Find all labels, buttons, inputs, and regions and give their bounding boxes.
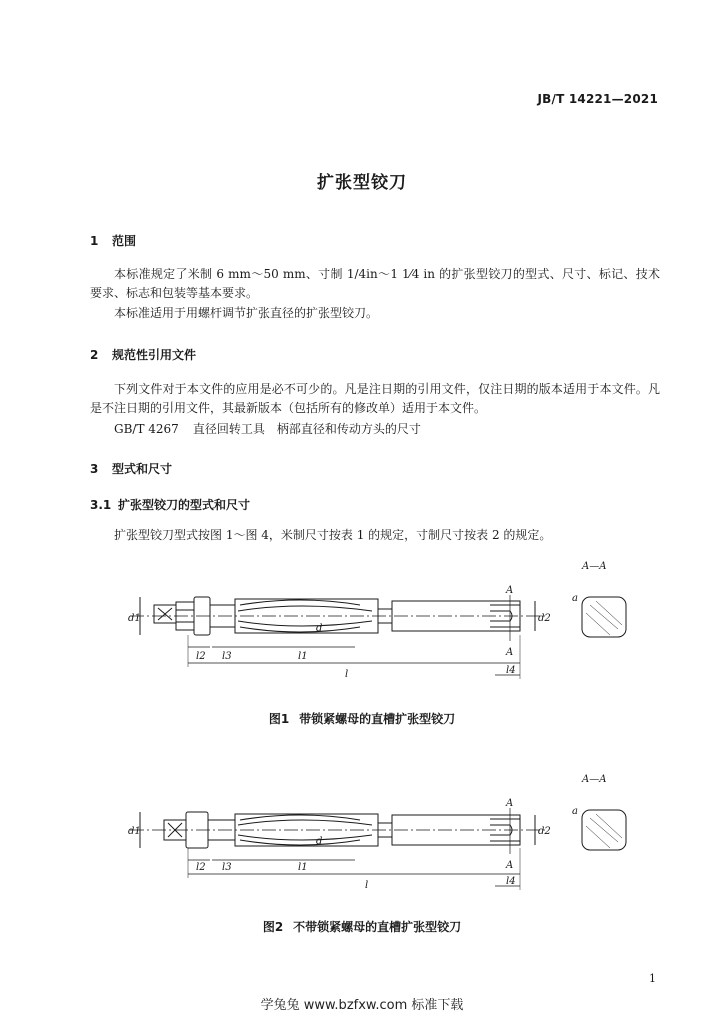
section-title: 型式和尺寸 [112, 462, 173, 476]
normative-reference [114, 420, 435, 437]
watermark-text: 学兔兔 www.bzfxw.com 标准下载 [260, 998, 464, 1013]
label-l4: l4 [506, 876, 516, 887]
label-l: l [365, 880, 369, 891]
reference-code: GB/T 4267 [114, 422, 179, 436]
standard-code: JB/T 14221—2021 [537, 92, 658, 106]
section-number: 1 [90, 234, 99, 248]
label-l2: l2 [196, 862, 206, 873]
section-3-1-heading [90, 496, 250, 513]
section-1-paragraph-1: 本标准规定了米制 6 mm～50 mm、寸制 1/4in～1 1⁄4 in 的扩张型铰刀的型式、尺寸、标记、技术要求、标志和包装等基本要求。 [90, 267, 660, 300]
figure-1-drawing [0, 555, 724, 705]
section-label: A—A [582, 561, 607, 572]
label-A-top: A [506, 798, 514, 809]
label-d2: d2 [538, 826, 551, 837]
label-d: d [316, 836, 323, 847]
section-1-heading [90, 232, 136, 249]
section-title: 范围 [112, 234, 137, 248]
figure-number: 图1 [268, 712, 290, 726]
section-1-paragraph-2: 本标准适用于用螺杆调节扩张直径的扩张型铰刀。 [114, 306, 379, 320]
page-number: 1 [649, 972, 656, 985]
figure-title: 带锁紧螺母的直槽扩张型铰刀 [299, 712, 456, 726]
label-l: l [345, 669, 349, 680]
label-d: d [316, 623, 323, 634]
label-l1: l1 [298, 862, 308, 873]
figure-number: 图2 [262, 920, 284, 934]
label-l1: l1 [298, 651, 308, 662]
figure-2-drawing [0, 770, 724, 910]
section-number: 2 [90, 348, 99, 362]
reference-title: 直径回转工具 柄部直径和传动方头的尺寸 [192, 422, 421, 436]
document-title: 扩张型铰刀 [317, 173, 407, 193]
label-A-bottom: A [506, 860, 514, 871]
label-d2: d2 [538, 613, 551, 624]
label-A-top: A [506, 585, 514, 596]
label-A-bottom: A [506, 647, 514, 658]
section-2-paragraph-1: 下列文件对于本文件的应用是必不可少的。凡是注日期的引用文件，仅注日期的版本适用于本文件。凡是不注日期的引用文件，其最新版本（包括所有的修改单）适用于本文件。 [90, 382, 660, 415]
label-d1: d1 [128, 826, 141, 837]
label-l2: l2 [196, 651, 206, 662]
section-label: A—A [582, 774, 607, 785]
figure-title: 不带锁紧螺母的直槽扩张型铰刀 [293, 920, 462, 934]
label-a: a [572, 806, 578, 817]
section-3-heading [90, 460, 172, 477]
figure-1-caption [0, 710, 724, 727]
section-title: 规范性引用文件 [112, 348, 197, 362]
section-title: 扩张型铰刀的型式和尺寸 [118, 498, 251, 512]
section-number: 3.1 [90, 498, 112, 512]
section-number: 3 [90, 462, 99, 476]
label-l3: l3 [222, 862, 232, 873]
section-2-heading [90, 346, 196, 363]
label-a: a [572, 593, 578, 604]
section-3-1-paragraph-1: 扩张型铰刀型式按图 1～图 4，米制尺寸按表 1 的规定，寸制尺寸按表 2 的规定。 [114, 528, 552, 542]
figure-2-caption [0, 918, 724, 935]
label-l4: l4 [506, 665, 516, 676]
label-l3: l3 [222, 651, 232, 662]
label-d1: d1 [128, 613, 141, 624]
